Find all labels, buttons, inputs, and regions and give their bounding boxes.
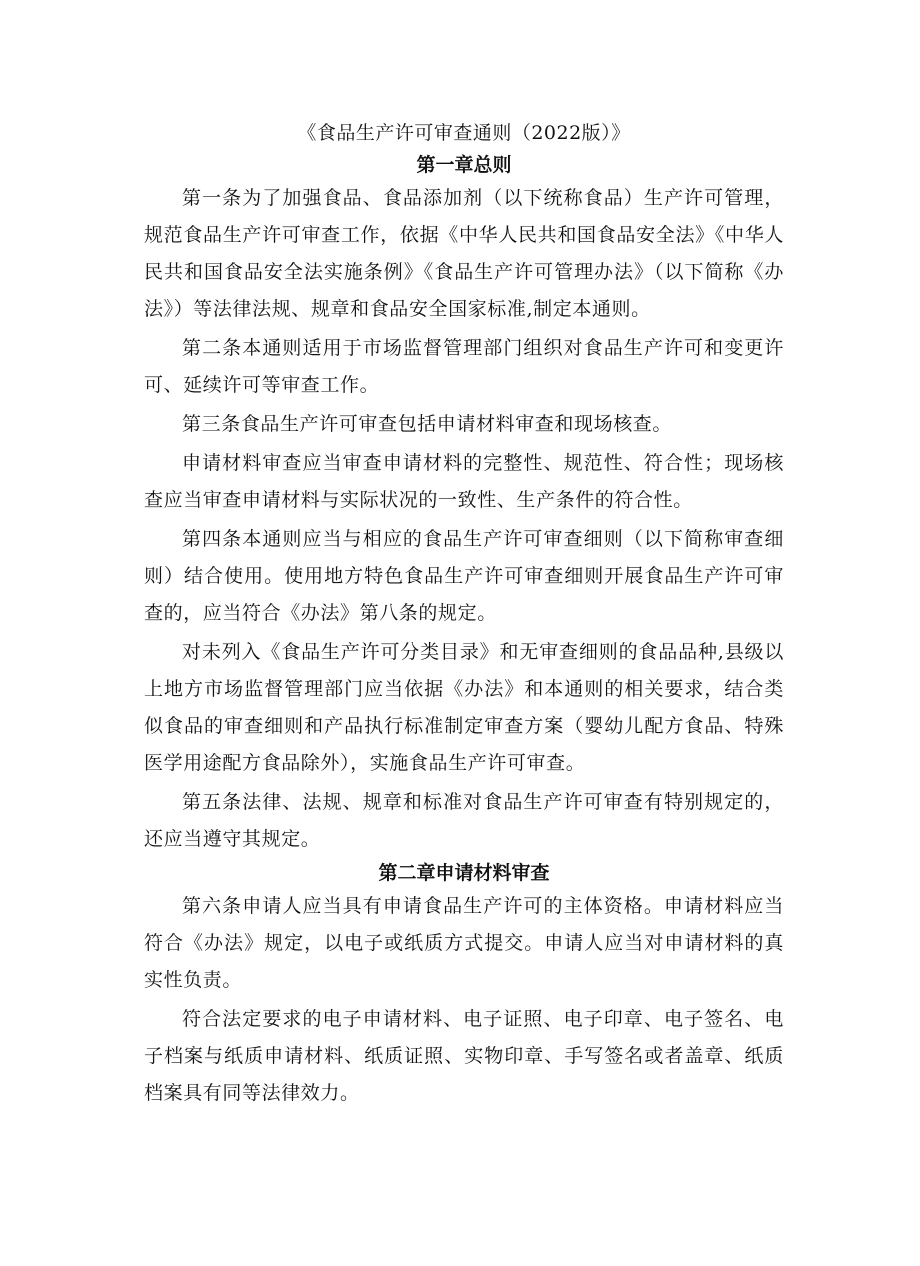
document-page (144, 118, 784, 1112)
paragraph-article-3: 第三条食品生产许可审查包括申请材料审查和现场核查。 (182, 413, 673, 435)
document-title: 《食品生产许可审查通则（2022版）》 (297, 122, 631, 144)
paragraph-article-4: 第四条本通则应当与相应的食品生产许可审查细则（以下简称审查细则）结合使用。使用地方特色食品生产许可审查细则开展食品生产许可审查的，应当符合《办法》第八条的规定。 (144, 528, 784, 624)
chapter-1-heading: 第一章总则 (416, 154, 512, 176)
paragraph-article-1: 第一条为了加强食品、食品添加剂（以下统称食品）生产许可管理，规范食品生产许可审查工作，依据《中华人民共和国食品安全法》《中华人民共和国食品安全法实施条例》《食品生产许可管理办法》（以下简称《办法》）等法律法规、规章和食品安全国家标准,制定本通则。 (144, 187, 784, 320)
paragraph-article-6: 第六条申请人应当具有申请食品生产许可的主体资格。申请材料应当符合《办法》规定，以电子或纸质方式提交。申请人应当对申请材料的真实性负责。 (144, 895, 784, 991)
paragraph-article-4-detail: 对未列入《食品生产许可分类目录》和无审查细则的食品品种,县级以上地方市场监督管理部门应当依据《办法》和本通则的相关要求，结合类似食品的审查细则和产品执行标准制定审查方案（婴幼儿配方食品、特殊医学用途配方食品除外），实施食品生产许可审查。 (144, 641, 784, 774)
paragraph-article-6-detail: 符合法定要求的电子申请材料、电子证照、电子印章、电子签名、电子档案与纸质申请材料、纸质证照、实物印章、手写签名或者盖章、纸质档案具有同等法律效力。 (144, 1008, 784, 1104)
paragraph-article-5: 第五条法律、法规、规章和标准对食品生产许可审查有特别规定的，还应当遵守其规定。 (144, 791, 784, 850)
paragraph-article-2: 第二条本通则适用于市场监督管理部门组织对食品生产许可和变更许可、延续许可等审查工作。 (144, 337, 784, 396)
paragraph-article-3-detail: 申请材料审查应当审查申请材料的完整性、规范性、符合性；现场核查应当审查申请材料与实际状况的一致性、生产条件的符合性。 (144, 452, 784, 511)
chapter-2-heading: 第二章申请材料审查 (378, 862, 550, 884)
